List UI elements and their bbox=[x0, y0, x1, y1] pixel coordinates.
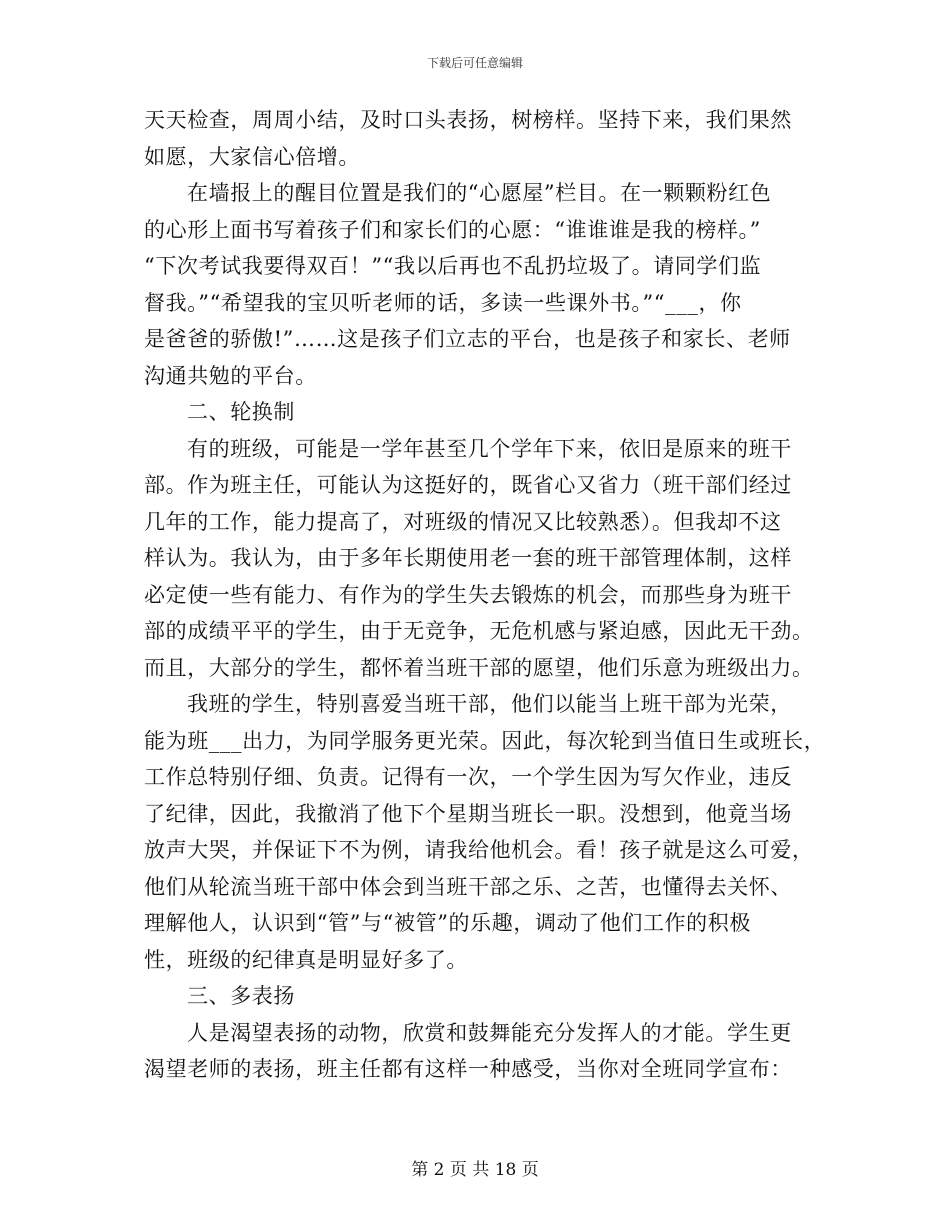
text-line: 如愿，大家信心倍增。 bbox=[144, 144, 360, 169]
text-line: 他们从轮流当班干部中体会到当班干部之乐、之苦，也懂得去关怀、 bbox=[144, 874, 792, 899]
text-line: 二、轮换制 bbox=[187, 400, 295, 424]
text-line: 有的班级，可能是一学年甚至几个学年下来，依旧是原来的班干 bbox=[187, 436, 792, 461]
text-line: 几年的工作，能力提高了，对班级的情况又比较熟悉）。但我却不这 bbox=[144, 509, 782, 534]
text-line: 了纪律，因此，我撤消了他下个星期当班长一职。没想到，他竟当场 bbox=[144, 801, 792, 826]
text-line: 性，班级的纪律真是明显好多了。 bbox=[144, 947, 468, 972]
text-line: 渴望老师的表扬，班主任都有这样一种感受，当你对全班同学宣布： bbox=[144, 1057, 792, 1081]
document-body bbox=[0, 102, 950, 1088]
text-line: “下次考试我要得双百！”“我以后再也不乱扔垃圾了。请同学们监 bbox=[144, 254, 762, 278]
text-line: 三、多表扬 bbox=[187, 984, 295, 1008]
text-line: 能为班___出力，为同学服务更光荣。因此，每次轮到当值日生或班长， bbox=[144, 728, 826, 753]
text-line: 在墙报上的醒目位置是我们的“心愿屋”栏目。在一颗颗粉红色 bbox=[187, 181, 772, 205]
text-line: 样认为。我认为，由于多年长期使用老一套的班干部管理体制，这样 bbox=[144, 546, 792, 570]
page-header: 下载后可任意编辑 bbox=[426, 56, 523, 70]
text-line: 工作总特别仔细、负责。记得有一次，一个学生因为写欠作业，违反 bbox=[144, 765, 792, 789]
text-line: 部。作为班主任，可能认为这挺好的，既省心又省力（班干部们经过 bbox=[144, 473, 792, 497]
text-line: 理解他人，认识到“管”与“被管”的乐趣，调动了他们工作的积极 bbox=[144, 911, 751, 935]
text-line: 而且，大部分的学生，都怀着当班干部的愿望，他们乐意为班级出力。 bbox=[144, 655, 814, 680]
text-line: 沟通共勉的平台。 bbox=[144, 363, 317, 388]
text-line: 放声大哭，并保证下不为例，请我给他机会。看！孩子就是这么可爱， bbox=[144, 838, 814, 862]
text-line: 我班的学生，特别喜爱当班干部，他们以能当上班干部为光荣， bbox=[187, 692, 792, 716]
page-footer: 第 2 页 共 18 页 bbox=[411, 1160, 539, 1180]
text-line: 的心形上面书写着孩子们和家长们的心愿：“谁谁谁是我的榜样。” bbox=[144, 217, 761, 242]
text-line: 人是渴望表扬的动物，欣赏和鼓舞能充分发挥人的才能。学生更 bbox=[187, 1020, 792, 1045]
text-line: 部的成绩平平的学生，由于无竞争，无危机感与紧迫感，因此无干劲。 bbox=[144, 619, 814, 643]
text-line: 天天检查，周周小结，及时口头表扬，树榜样。坚持下来，我们果然 bbox=[144, 108, 792, 132]
text-line: 必定使一些有能力、有作为的学生失去锻炼的机会，而那些身为班干 bbox=[144, 582, 792, 607]
text-line: 是爸爸的骄傲!”……这是孩子们立志的平台，也是孩子和家长、老师 bbox=[144, 327, 791, 351]
text-line: 督我。”“希望我的宝贝听老师的话，多读一些课外书。”“___，你 bbox=[144, 290, 742, 315]
